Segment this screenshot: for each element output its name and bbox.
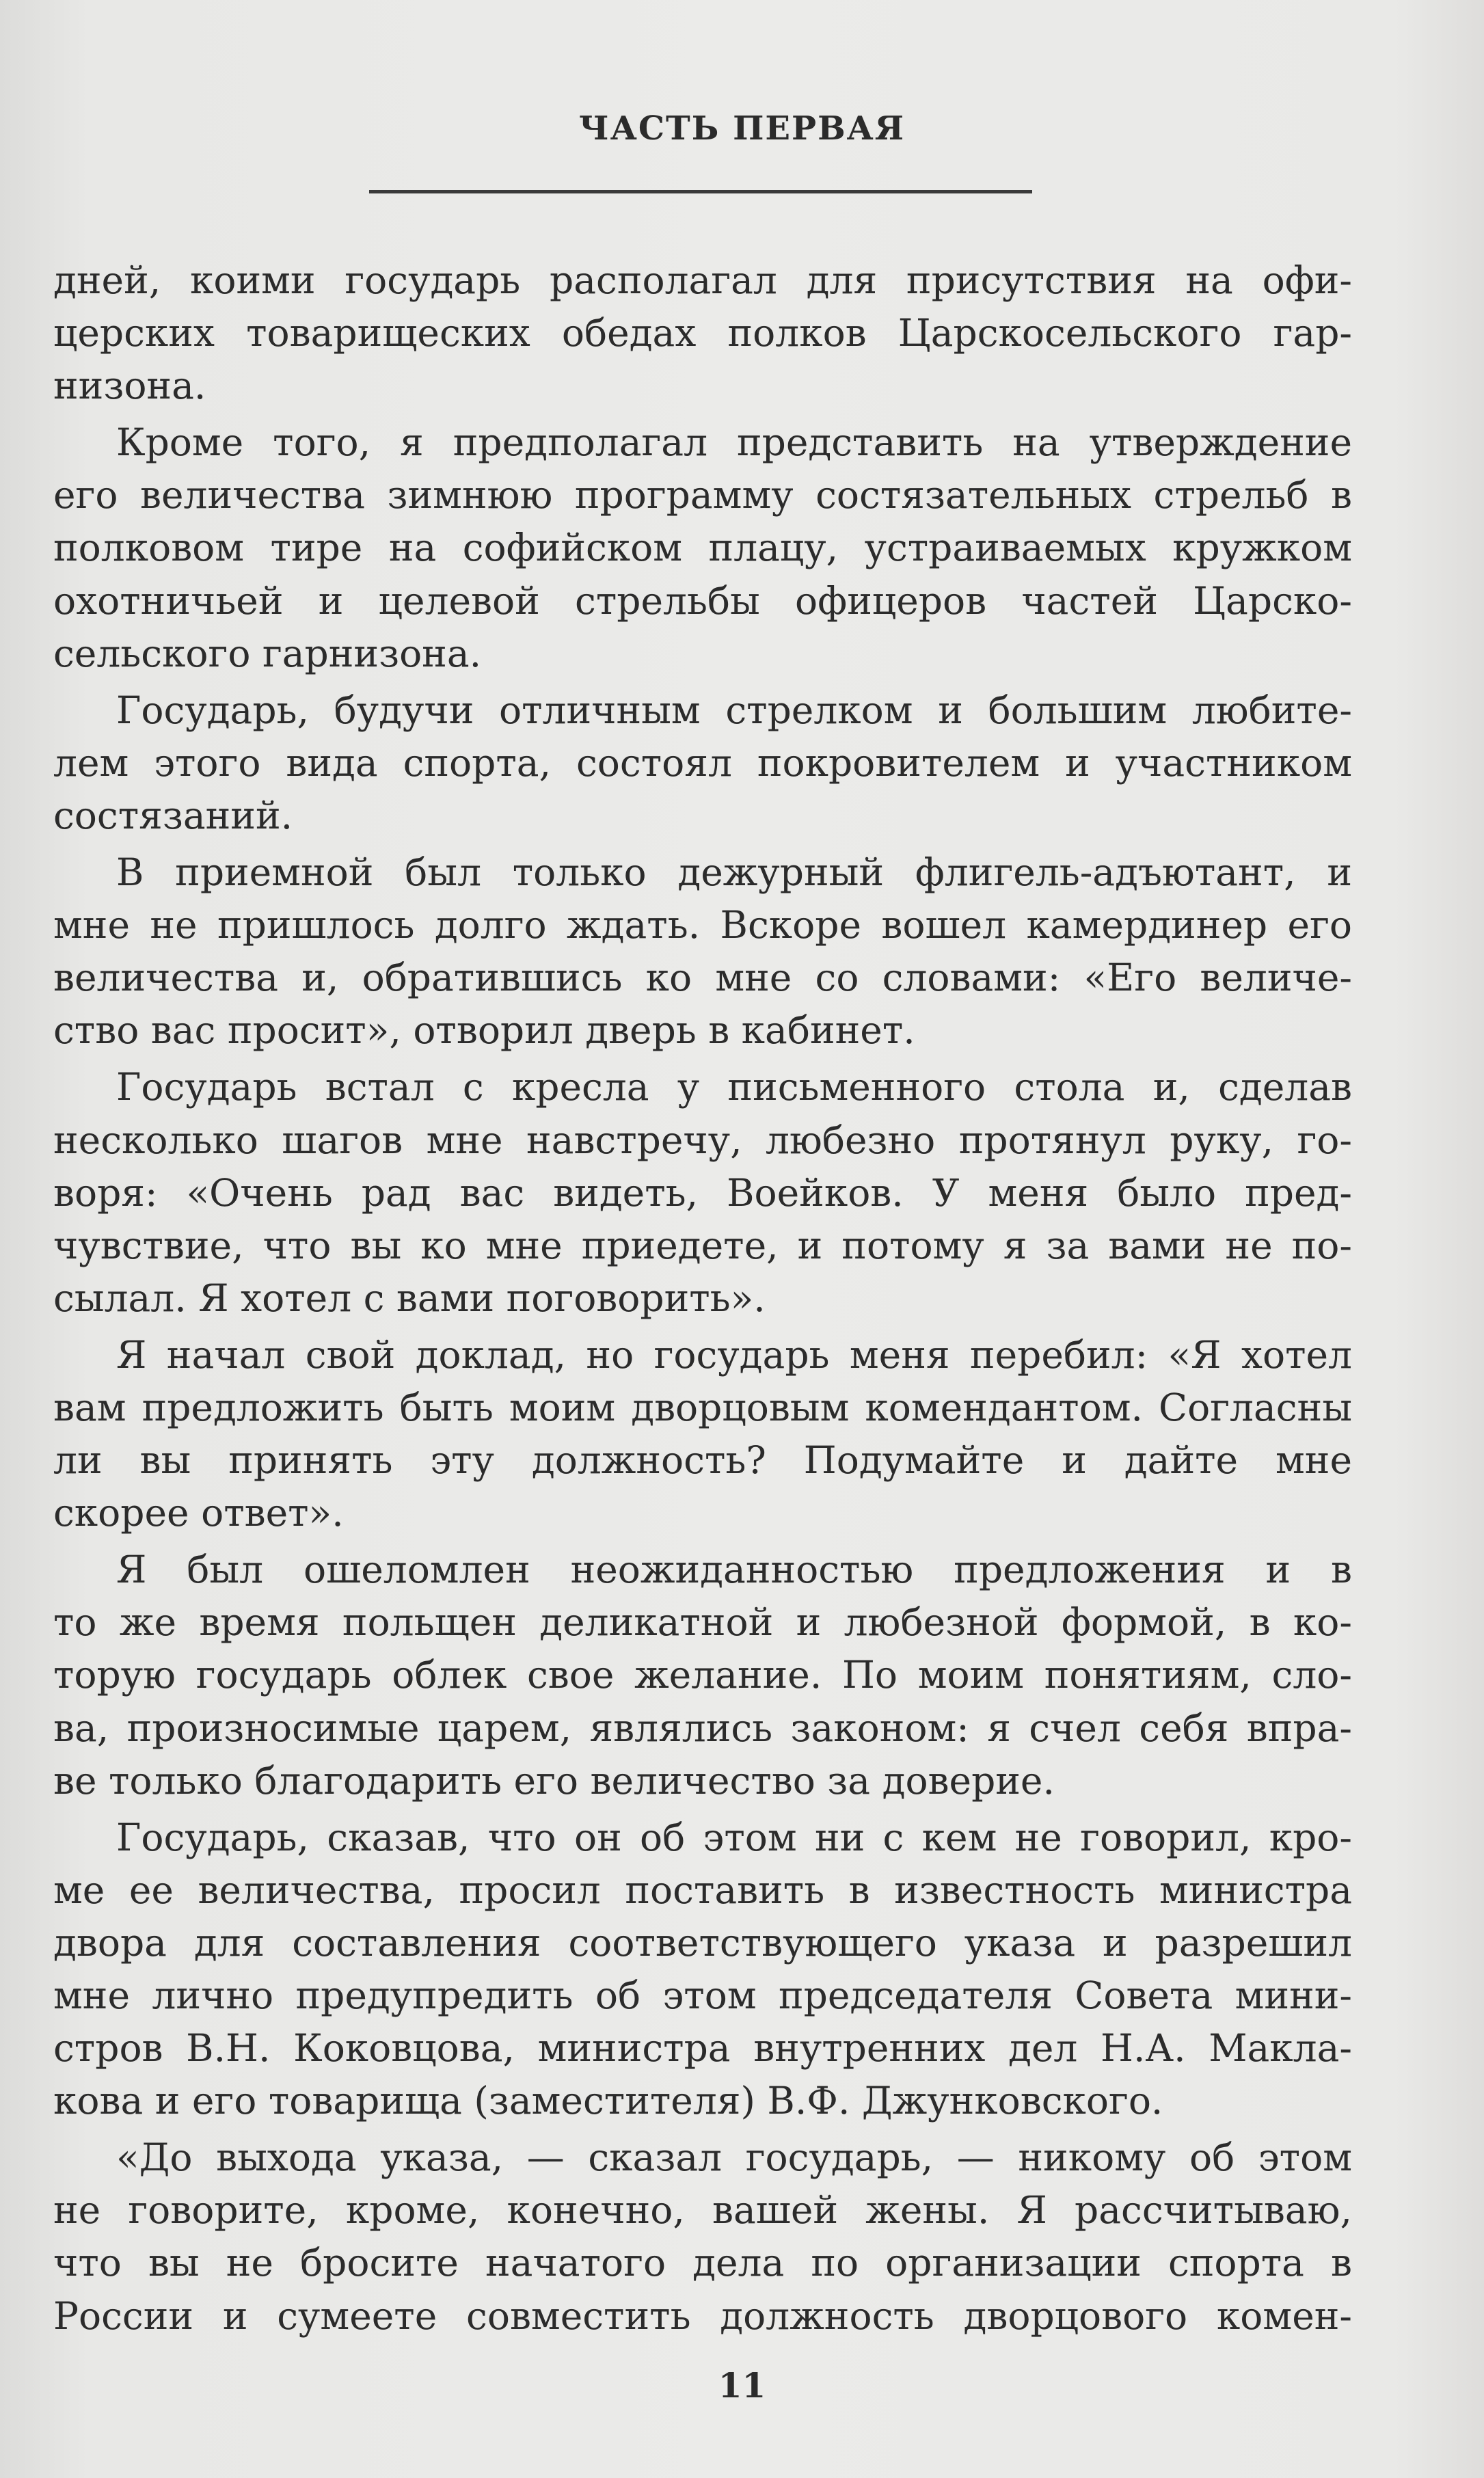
running-header bbox=[0, 109, 1484, 148]
text-line: чувствие, что вы ко мне приедете, и потому я за вами не по- bbox=[53, 1223, 1352, 1267]
paragraph bbox=[53, 2131, 1352, 2342]
text-line: кова и его товарища (заместителя) В.Ф. Джунковского. bbox=[53, 2079, 1163, 2123]
text-line: ве только благодарить его величество за доверие. bbox=[53, 1758, 1055, 1803]
text-line: В приемной был только дежурный флигель-адъютант, и bbox=[116, 850, 1352, 895]
text-line: Государь встал с кресла у письменного стола и, сделав bbox=[116, 1065, 1352, 1109]
text-line: состязаний. bbox=[53, 793, 293, 837]
text-line: то же время польщен деликатной и любезной формой, в ко- bbox=[53, 1600, 1352, 1645]
text-line: Кроме того, я предполагал представить на утверждение bbox=[116, 420, 1352, 465]
text-line: Государь, сказав, что он об этом ни с кем не говорил, кро- bbox=[116, 1815, 1352, 1859]
text-line: Я был ошеломлен неожиданностью предложения и в bbox=[116, 1548, 1352, 1592]
text-line: Я начал свой доклад, но государь меня перебил: «Я хотел bbox=[116, 1332, 1352, 1377]
paragraph bbox=[53, 1812, 1352, 2128]
text-line: мне не пришлось долго ждать. Вскоре вошел камердинер его bbox=[53, 903, 1352, 947]
text-line: ство вас просит», отворил дверь в кабинет. bbox=[53, 1008, 915, 1053]
text-line: мне лично предупредить об этом председателя Совета мини- bbox=[53, 1974, 1352, 2017]
text-line: полковом тире на софийском плацу, устраиваемых кружком bbox=[53, 526, 1352, 570]
header-rule bbox=[369, 190, 1032, 193]
text-line: ва, произносимые царем, являлись законом: я счел себя впра- bbox=[53, 1706, 1352, 1750]
text-line: торую государь облек свое желание. По моим понятиям, сло- bbox=[53, 1653, 1352, 1697]
text-line: ли вы принять эту должность? Подумайте и дайте мне bbox=[53, 1438, 1352, 1483]
text-line: ме ее величества, просил поставить в известность министра bbox=[53, 1868, 1352, 1912]
paragraph bbox=[53, 846, 1352, 1057]
body-text bbox=[53, 254, 1352, 2343]
text-line: воря: «Очень рад вас видеть, Воейков. У меня было пред- bbox=[53, 1170, 1352, 1215]
page-number: 11 bbox=[718, 2365, 766, 2406]
text-line: величества и, обратившись ко мне со словами: «Его величе- bbox=[53, 956, 1352, 1000]
text-line: низона. bbox=[53, 364, 206, 408]
text-line: церских товарищеских обедах полков Царскосельского гар- bbox=[53, 311, 1352, 355]
paragraph bbox=[53, 254, 1352, 412]
paragraph bbox=[53, 416, 1352, 679]
text-line: сельского гарнизона. bbox=[53, 631, 482, 675]
text-line: его величества зимнюю программу состязательных стрельб в bbox=[53, 473, 1352, 517]
text-line: скорее ответ». bbox=[53, 1491, 344, 1535]
paragraph bbox=[53, 1544, 1352, 1807]
text-line: что вы не бросите начатого дела по организации спорта в bbox=[53, 2241, 1352, 2285]
text-line: вам предложить быть моим дворцовым комендантом. Согласны bbox=[53, 1385, 1352, 1429]
text-line: России и сумеете совместить должность дворцового комен- bbox=[53, 2293, 1352, 2338]
paragraph bbox=[53, 1329, 1352, 1539]
text-line: лем этого вида спорта, состоял покровителем и участником bbox=[53, 740, 1352, 785]
text-line: охотничьей и целевой стрельбы офицеров частей Царско- bbox=[53, 578, 1352, 623]
paragraph bbox=[53, 1061, 1352, 1324]
text-line: несколько шагов мне навстречу, любезно протянул руку, го- bbox=[53, 1118, 1352, 1162]
text-line: дней, коими государь располагал для присутствия на офи- bbox=[53, 258, 1352, 302]
text-line: стров В.Н. Коковцова, министра внутренних дел Н.А. Макла- bbox=[53, 2026, 1352, 2071]
text-line: двора для составления соответствующего указа и разрешил bbox=[53, 1920, 1352, 1965]
paragraph bbox=[53, 684, 1352, 842]
text-line: «До выхода указа, — сказал государь, — никому об этом bbox=[116, 2136, 1352, 2180]
chapter-title: ЧАСТЬ ПЕРВАЯ bbox=[578, 109, 906, 148]
text-line: Государь, будучи отличным стрелком и большим любите- bbox=[116, 688, 1352, 732]
text-line: не говорите, кроме, конечно, вашей жены. Я рассчитываю, bbox=[53, 2188, 1352, 2233]
text-line: сылал. Я хотел с вами поговорить». bbox=[53, 1276, 766, 1320]
